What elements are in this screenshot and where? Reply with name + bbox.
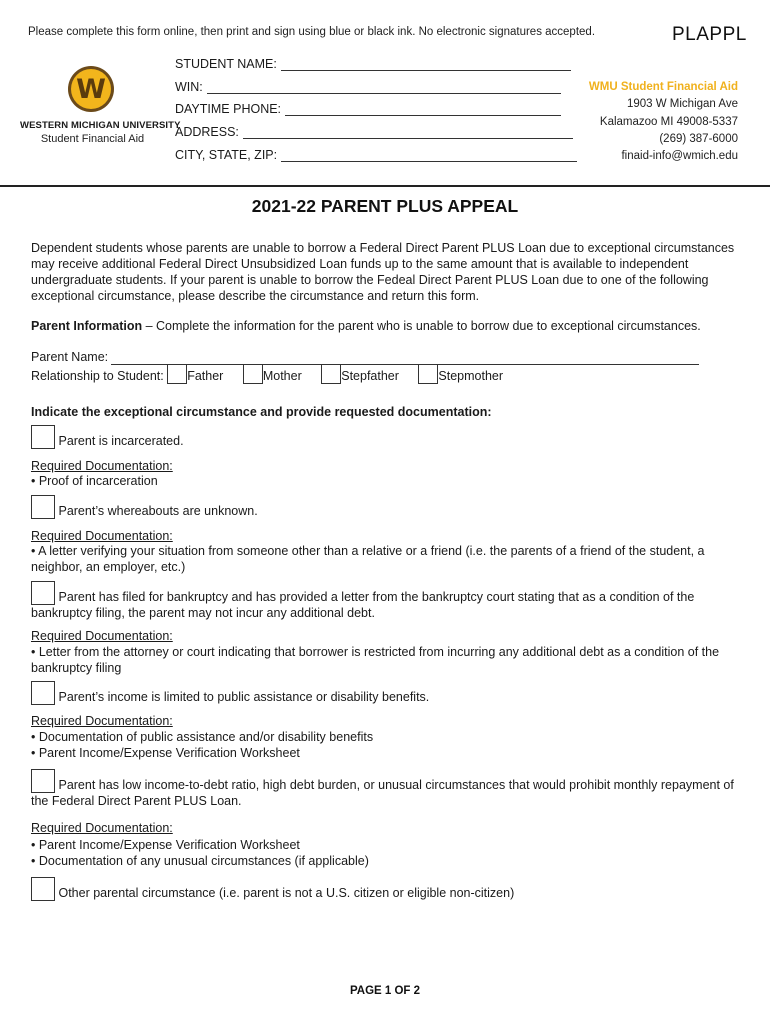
page-title: 2021-22 PARENT PLUS APPEAL [251, 196, 519, 216]
mother-checkbox[interactable] [243, 364, 263, 384]
stepfather-checkbox[interactable] [321, 364, 341, 384]
seal-letter: W [76, 73, 106, 105]
required-doc-label: Required Documentation: [31, 821, 173, 835]
circumstance-text: Parent is incarcerated. [58, 434, 184, 448]
father-checkbox[interactable] [167, 364, 187, 384]
relationship-label: Relationship to Student: [31, 369, 164, 383]
circumstance-item [31, 495, 743, 519]
required-doc-item: • Parent Income/Expense Verification Worksheet [31, 746, 300, 760]
relationship-row [31, 364, 743, 384]
circumstance-item [31, 769, 743, 809]
parent-information-label: Parent Information [31, 319, 143, 333]
required-doc-label: Required Documentation: [31, 714, 173, 728]
required-doc-item: • Letter from the attorney or court indicating that borrower is restricted from incurring any additional debt as a condition of the bankruptcy filing [31, 645, 720, 675]
student-name-field[interactable] [175, 57, 571, 71]
win-line[interactable] [207, 82, 561, 94]
low-income-checkbox[interactable] [31, 769, 55, 793]
circumstance-item [31, 877, 743, 901]
win-label: WIN: [175, 80, 203, 94]
circumstance-text: Parent’s income is limited to public assistance or disability benefits. [58, 690, 430, 704]
circumstance-text: Other parental circumstance (i.e. parent is not a U.S. citizen or eligible non-citizen) [58, 886, 515, 900]
stepfather-option-label: Stepfather [341, 369, 399, 383]
city-state-zip-line[interactable] [281, 150, 577, 162]
address-label: ADDRESS: [175, 125, 239, 139]
bankruptcy-checkbox[interactable] [31, 581, 55, 605]
stepmother-option-label: Stepmother [438, 369, 504, 383]
win-field[interactable] [175, 80, 561, 94]
contact-street: 1903 W Michigan Ave [626, 98, 738, 110]
wmu-logo [20, 66, 181, 150]
mother-option-label: Mother [262, 369, 302, 383]
contact-phone: (269) 387-6000 [659, 133, 738, 145]
parent-information-text: Parent Information – Complete the information for the parent who is unable to borrow due to exceptional circumstances. [31, 319, 701, 333]
circumstance-text: Parent has filed for bankruptcy and has provided a letter from the bankruptcy court stating that as a condition of the bankruptcy filing, the parent may not incur any additional debt. [31, 590, 695, 620]
contact-org: WMU Student Financial Aid [588, 81, 738, 93]
form-code: PLAPPL [672, 24, 747, 45]
other-circumstance-checkbox[interactable] [31, 877, 55, 901]
address-field[interactable] [175, 125, 573, 139]
wmu-seal-icon [68, 66, 114, 112]
daytime-phone-line[interactable] [285, 104, 561, 116]
father-option-label: Father [187, 369, 224, 383]
circumstance-text: Parent has low income-to-debt ratio, high debt burden, or unusual circumstances that would prohibit monthly repayment of the Federal Direct Parent PLUS Loan. [31, 778, 734, 808]
form-instruction: Please complete this form online, then print and sign using blue or black ink. No electronic signatures accepted. [28, 26, 596, 38]
student-name-line[interactable] [281, 59, 571, 71]
daytime-phone-label: DAYTIME PHONE: [175, 102, 282, 116]
student-name-label: STUDENT NAME: [175, 57, 277, 71]
circumstance-item [31, 425, 743, 449]
required-doc-item: • A letter verifying your situation from someone other than a relative or a friend (i.e. the parents of a friend of the student, a neighbor, an employer, etc.) [31, 544, 705, 574]
stepmother-checkbox[interactable] [418, 364, 438, 384]
parent-name-label: Parent Name: [31, 350, 109, 364]
required-doc-label: Required Documentation: [31, 459, 173, 473]
public-assistance-checkbox[interactable] [31, 681, 55, 705]
contact-email: finaid-info@wmich.edu [621, 150, 738, 162]
required-doc-item: • Parent Income/Expense Verification Worksheet [31, 838, 300, 852]
daytime-phone-field[interactable] [175, 102, 561, 116]
contact-city: Kalamazoo MI 49008-5337 [599, 116, 738, 128]
logo-university-name: WESTERN MICHIGAN UNIVERSITY [20, 120, 181, 131]
required-doc-item: • Proof of incarceration [31, 474, 158, 488]
parent-name-field[interactable] [31, 349, 743, 365]
required-doc-label: Required Documentation: [31, 529, 173, 543]
page-number: PAGE 1 OF 2 [349, 985, 421, 997]
required-doc-item: • Documentation of any unusual circumstances (if applicable) [31, 854, 369, 868]
whereabouts-unknown-checkbox[interactable] [31, 495, 55, 519]
circumstance-text: Parent’s whereabouts are unknown. [58, 504, 258, 518]
circumstances-heading: Indicate the exceptional circumstance and provide requested documentation: [31, 405, 492, 419]
header-divider [0, 185, 770, 187]
city-state-zip-field[interactable] [175, 148, 577, 162]
circumstance-item [31, 681, 743, 705]
required-doc-item: • Documentation of public assistance and/or disability benefits [31, 730, 374, 744]
address-line[interactable] [243, 127, 573, 139]
logo-department: Student Financial Aid [40, 133, 145, 145]
city-state-zip-label: CITY, STATE, ZIP: [175, 148, 278, 162]
intro-paragraph: Dependent students whose parents are unable to borrow a Federal Direct Parent PLUS Loan due to exceptional circumstances may receive additional Federal Direct Unsubsidized Loan funds up to the same amount that is available to independent undergraduate students. If your parent is unable to borrow the Fedeal Direct Parent PLUS Loan due to one of the following exceptional circumstance, please describe the circumstance and return this form. [31, 241, 735, 303]
required-doc-label: Required Documentation: [31, 629, 173, 643]
incarcerated-checkbox[interactable] [31, 425, 55, 449]
circumstance-item [31, 581, 743, 621]
